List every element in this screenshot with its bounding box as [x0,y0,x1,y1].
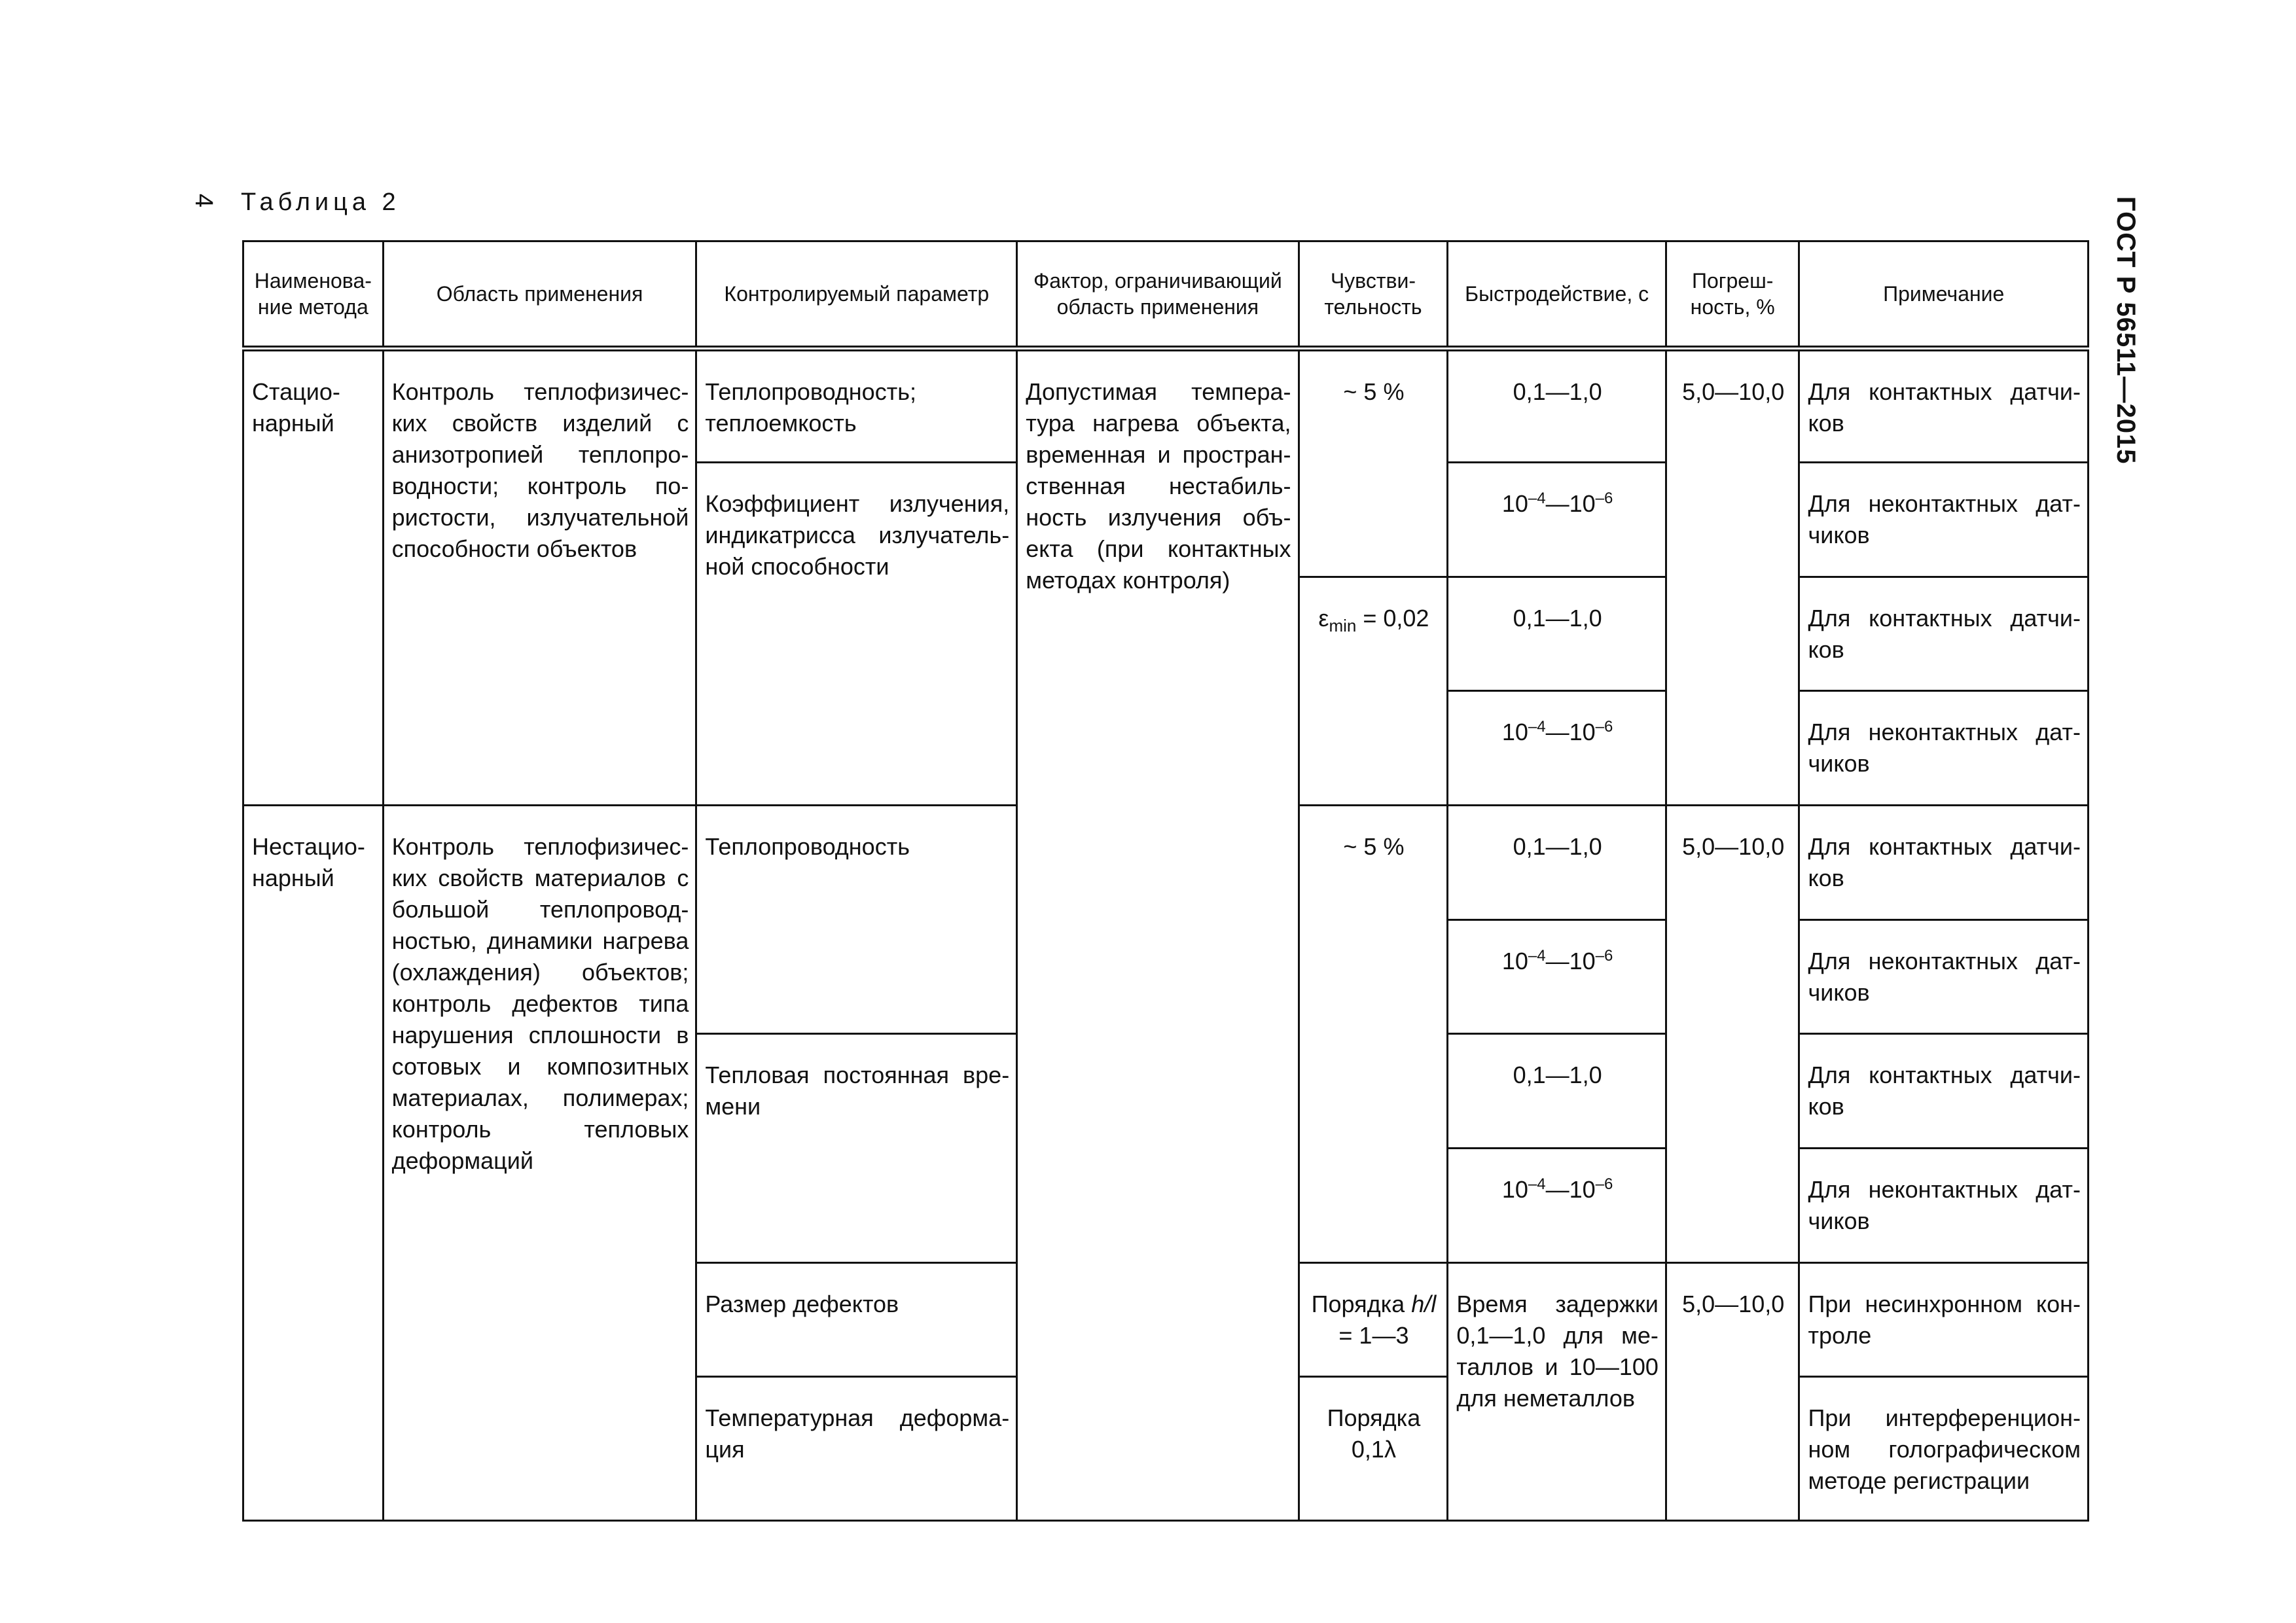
sensitivity: Порядка h/l = 1—3 [1299,1262,1448,1377]
speed: $10^{-4}—10^{-6}$ [1448,691,1666,806]
controlled-parameter: Теплопроводность; теплоемкость [696,348,1017,463]
header-scope: Область применения [383,241,696,349]
note: Для неконтактных датчиков [1799,691,2089,806]
speed-delay: Время задержки 0,1—1,0 для металлов и 10—100 для неметаллов [1448,1262,1666,1520]
application-scope: Контроль теплофизических свойств материалов с большой теплопроводностью, динамики нагрева (охлаждения) объектов; контроль дефектов типа нарушения сплошности в сотовых и композитных материалах, полимерах; контроль тепловых деформаций [383,806,696,1521]
header-factor: Фактор, ограничивающий область применения [1017,241,1299,349]
note: Для контактных датчиков [1799,348,2089,463]
controlled-parameter: Теплопроводность [696,806,1017,1034]
controlled-parameter: Размер дефектов [696,1262,1017,1377]
sensitivity: ~ 5 % [1299,806,1448,1263]
header-error: Погрешность, % [1666,241,1799,349]
header-parameter: Контролируемый параметр [696,241,1017,349]
controlled-parameter: Температурная деформация [696,1377,1017,1521]
error: 5,0—10,0 [1666,1262,1799,1520]
speed: $10^{-4}—10^{-6}$ [1448,1148,1666,1262]
method-name: Нестационарный [243,806,384,1521]
sensitivity: ~ 5 % [1299,348,1448,577]
speed: $10^{-4}—10^{-6}$ [1448,919,1666,1034]
note: Для неконтактных датчиков [1799,1148,2089,1262]
error: 5,0—10,0 [1666,348,1799,806]
note: Для неконтактных датчиков [1799,463,2089,577]
controlled-parameter: Тепловая постоянная времени [696,1034,1017,1262]
limiting-factor: Допустимая температура нагрева объекта, временная и пространственная нестабильность излучения объекта (при контактных методах контроля) [1017,348,1299,1520]
speed: $10^{-4}—10^{-6}$ [1448,463,1666,577]
header-method: Наименование метода [243,241,384,349]
application-scope: Контроль теплофизических свойств изделий с анизотропией теплопроводности; контроль пористости, излучательной способности объектов [383,348,696,806]
table-header-row [243,241,2089,349]
table-row [243,348,2089,463]
sensitivity: Порядка 0,1λ [1299,1377,1448,1521]
note: Для неконтактных датчиков [1799,919,2089,1034]
speed: 0,1—1,0 [1448,577,1666,691]
document-id: ГОСТ Р 56511—2015 [2111,196,2140,465]
method-name: Стационарный [243,348,384,806]
controlled-parameter: Коэффициент излучения, индикатрисса излучательной способности [696,463,1017,806]
note: Для контактных датчиков [1799,1034,2089,1149]
note: Для контактных датчиков [1799,577,2089,691]
note: При несинхронном контроле [1799,1262,2089,1377]
error: 5,0—10,0 [1666,806,1799,1263]
speed: 0,1—1,0 [1448,806,1666,920]
header-note: Примечание [1799,241,2089,349]
speed: 0,1—1,0 [1448,1034,1666,1149]
header-speed: Быстродействие, с [1448,241,1666,349]
table-caption: Таблица 2 [241,188,401,216]
methods-table [242,240,2089,1522]
sensitivity: $\varepsilon_{min} = 0,02$ [1299,577,1448,805]
note: При интерференционном голографическом методе регистрации [1799,1377,2089,1521]
page-number: 4 [190,193,218,208]
header-sensitivity: Чувствительность [1299,241,1448,349]
speed: 0,1—1,0 [1448,348,1666,463]
note: Для контактных датчиков [1799,806,2089,920]
